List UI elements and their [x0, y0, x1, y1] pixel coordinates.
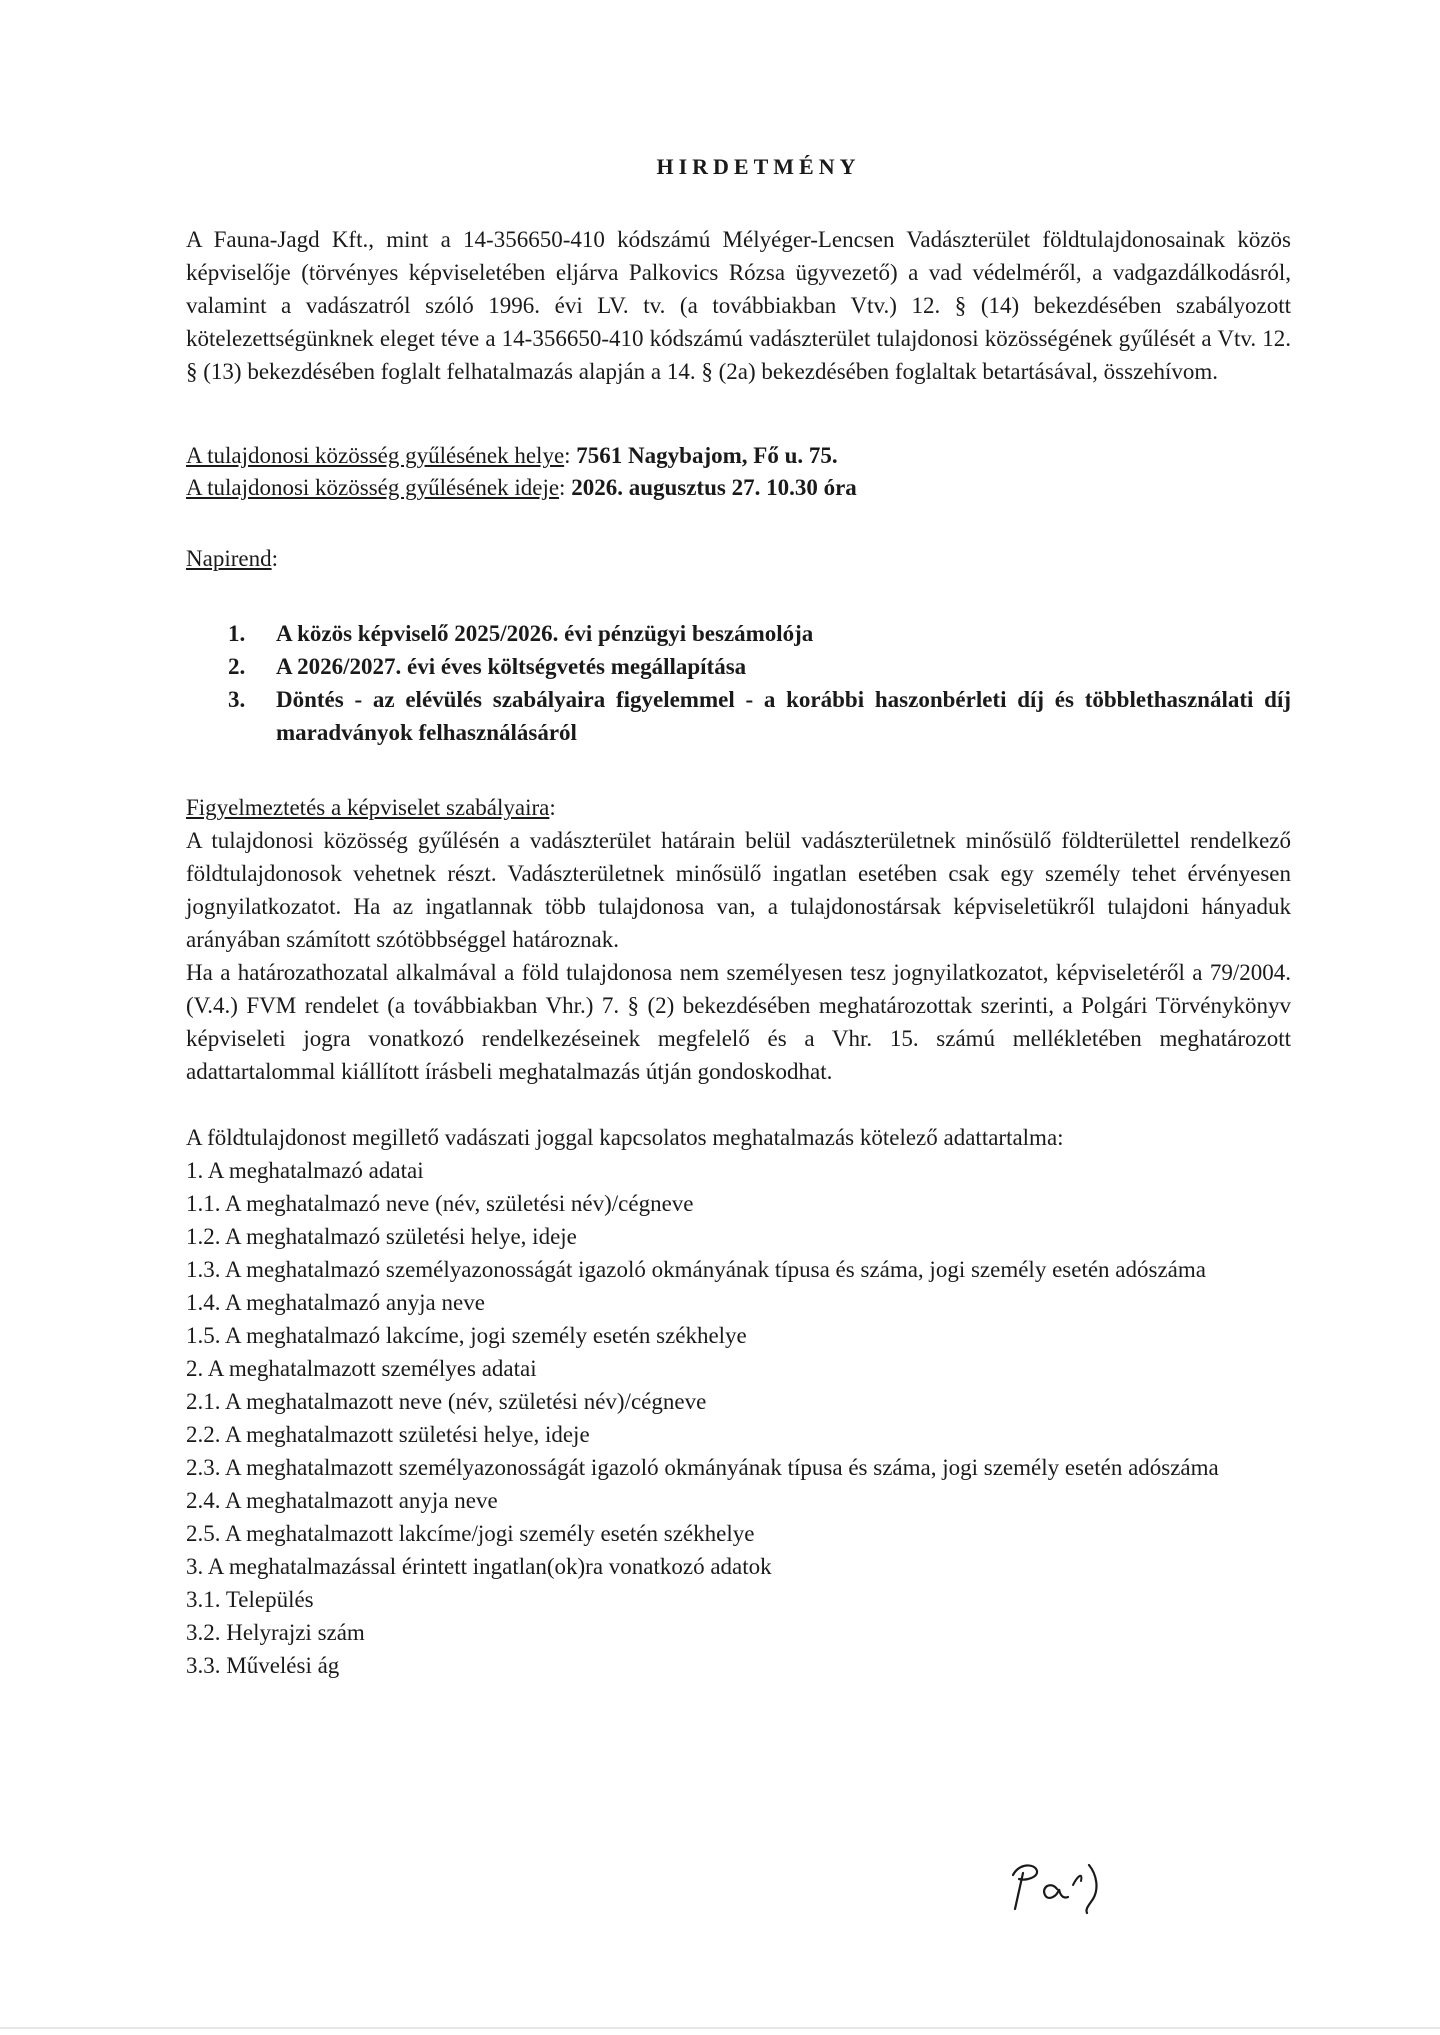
requirement-item: 1.2. A meghatalmazó születési helye, ideje	[186, 1224, 577, 1249]
requirement-item: 3. A meghatalmazással érintett ingatlan(ok)ra vonatkozó adatok	[186, 1554, 772, 1579]
meeting-time-label: A tulajdonosi közösség gyűlésének ideje	[186, 475, 560, 500]
meeting-time-value: 2026. augusztus 27. 10.30 óra	[571, 475, 857, 500]
document-page	[186, 150, 1291, 1682]
requirement-item: 1.4. A meghatalmazó anyja neve	[186, 1290, 485, 1315]
intro-paragraph: A Fauna-Jagd Kft., mint a 14-356650-410 kódszámú Mélyéger-Lencsen Vadászterület földtulajdonosainak közös képviselője (törvényes képviseletében eljárva Palkovics Rózsa ügyvezető) a vad védelméről, a vadgazdálkodásról, valamint a vadászatról szóló 1996. évi LV. tv. (a továbbiakban Vtv.) 12. § (14) bekezdésében szabályozott kötelezettségünknek eleget téve a 14-356650-410 kódszámú vadászterület tulajdonosi közösségének gyűlését a Vtv. 12. § (13) bekezdésében foglalt felhatalmazás alapján a 14. § (2a) bekezdésében foglaltak betartásával, összehívom.	[186, 227, 1291, 384]
warning-heading: Figyelmeztetés a képviselet szabályaira:	[186, 795, 556, 820]
requirement-item: 2. A meghatalmazott személyes adatai	[186, 1356, 537, 1381]
requirement-item: 2.4. A meghatalmazott anyja neve	[186, 1488, 498, 1513]
agenda-heading-text: Napirend	[186, 546, 272, 571]
requirement-item: 2.3. A meghatalmazott személyazonosságát igazoló okmányának típusa és száma, jogi személy esetén adószáma	[186, 1455, 1219, 1480]
meeting-place-value: 7561 Nagybajom, Fő u. 75.	[576, 443, 838, 468]
agenda-item	[186, 650, 1291, 683]
requirement-item: 1.1. A meghatalmazó neve (név, születési név)/cégneve	[186, 1191, 694, 1216]
handwritten-signature	[1005, 1855, 1125, 1915]
requirement-item: 3.1. Település	[186, 1587, 314, 1612]
requirement-item: 2.5. A meghatalmazott lakcíme/jogi személy esetén székhelye	[186, 1521, 755, 1546]
requirement-item: 1. A meghatalmazó adatai	[186, 1158, 424, 1183]
agenda-item-number: 2.	[228, 654, 246, 679]
meeting-time: A tulajdonosi közösség gyűlésének ideje: 2026. augusztus 27. 10.30 óra	[186, 475, 857, 500]
agenda-item-number: 3.	[228, 687, 246, 712]
agenda-heading: Napirend:	[186, 546, 278, 571]
requirement-item: 3.3. Művelési ág	[186, 1653, 340, 1678]
page-bottom-edge	[0, 2027, 1440, 2029]
warning-heading-text: Figyelmeztetés a képviselet szabályaira	[186, 795, 550, 820]
meeting-place: A tulajdonosi közösség gyűlésének helye: 7561 Nagybajom, Fő u. 75.	[186, 443, 838, 468]
warning-paragraph-1: A tulajdonosi közösség gyűlésén a vadászterület határain belül vadászterületnek minősülő földterülettel rendelkező földtulajdonosok vehetnek részt. Vadászterületnek minősülő ingatlan esetében csak egy személy tehet érvényesen jognyilatkozatot. Ha az ingatlannak több tulajdonosa van, a tulajdonostársak képviseletükről tulajdoni hányaduk arányában számított szótöbbséggel határoznak.	[186, 828, 1291, 952]
requirement-item: 1.5. A meghatalmazó lakcíme, jogi személy esetén székhelye	[186, 1323, 747, 1348]
meeting-details	[186, 440, 1291, 504]
requirements-intro: A földtulajdonost megillető vadászati joggal kapcsolatos meghatalmazás kötelező adattartalma:	[186, 1125, 1064, 1150]
requirement-item: 1.3. A meghatalmazó személyazonosságát igazoló okmányának típusa és száma, jogi személy esetén adószáma	[186, 1257, 1206, 1282]
meeting-place-label: A tulajdonosi közösség gyűlésének helye	[186, 443, 565, 468]
requirement-item: 2.1. A meghatalmazott neve (név, születési név)/cégneve	[186, 1389, 707, 1414]
agenda-item-number: 1.	[228, 621, 246, 646]
warning-paragraph-2: Ha a határozathozatal alkalmával a föld tulajdonosa nem személyesen tesz jognyilatkozatot, képviseletéről a 79/2004. (V.4.) FVM rendelet (a továbbiakban Vhr.) 7. § (2) bekezdésében meghatározottak szerinti, a Polgári Törvénykönyv képviseleti jogra vonatkozó rendelkezéseinek megfelelő és a Vhr. 15. számú mellékletében meghatározott adattartalommal kiállított írásbeli meghatalmazás útján gondoskodhat.	[186, 960, 1291, 1084]
requirements-list	[186, 1154, 1291, 1682]
agenda-item	[186, 617, 1291, 650]
agenda-item-text: A 2026/2027. évi éves költségvetés megállapítása	[276, 654, 747, 679]
requirement-item: 3.2. Helyrajzi szám	[186, 1620, 365, 1645]
agenda-item	[186, 683, 1291, 749]
agenda-list	[186, 617, 1291, 749]
agenda-item-text: A közös képviselő 2025/2026. évi pénzügyi beszámolója	[276, 621, 814, 646]
agenda-item-text: Döntés - az elévülés szabályaira figyelemmel - a korábbi haszonbérleti díj és többlethasználati díj maradványok felhasználásáról	[276, 687, 1291, 745]
document-title: HIRDETMÉNY	[656, 154, 861, 179]
requirement-item: 2.2. A meghatalmazott születési helye, ideje	[186, 1422, 590, 1447]
